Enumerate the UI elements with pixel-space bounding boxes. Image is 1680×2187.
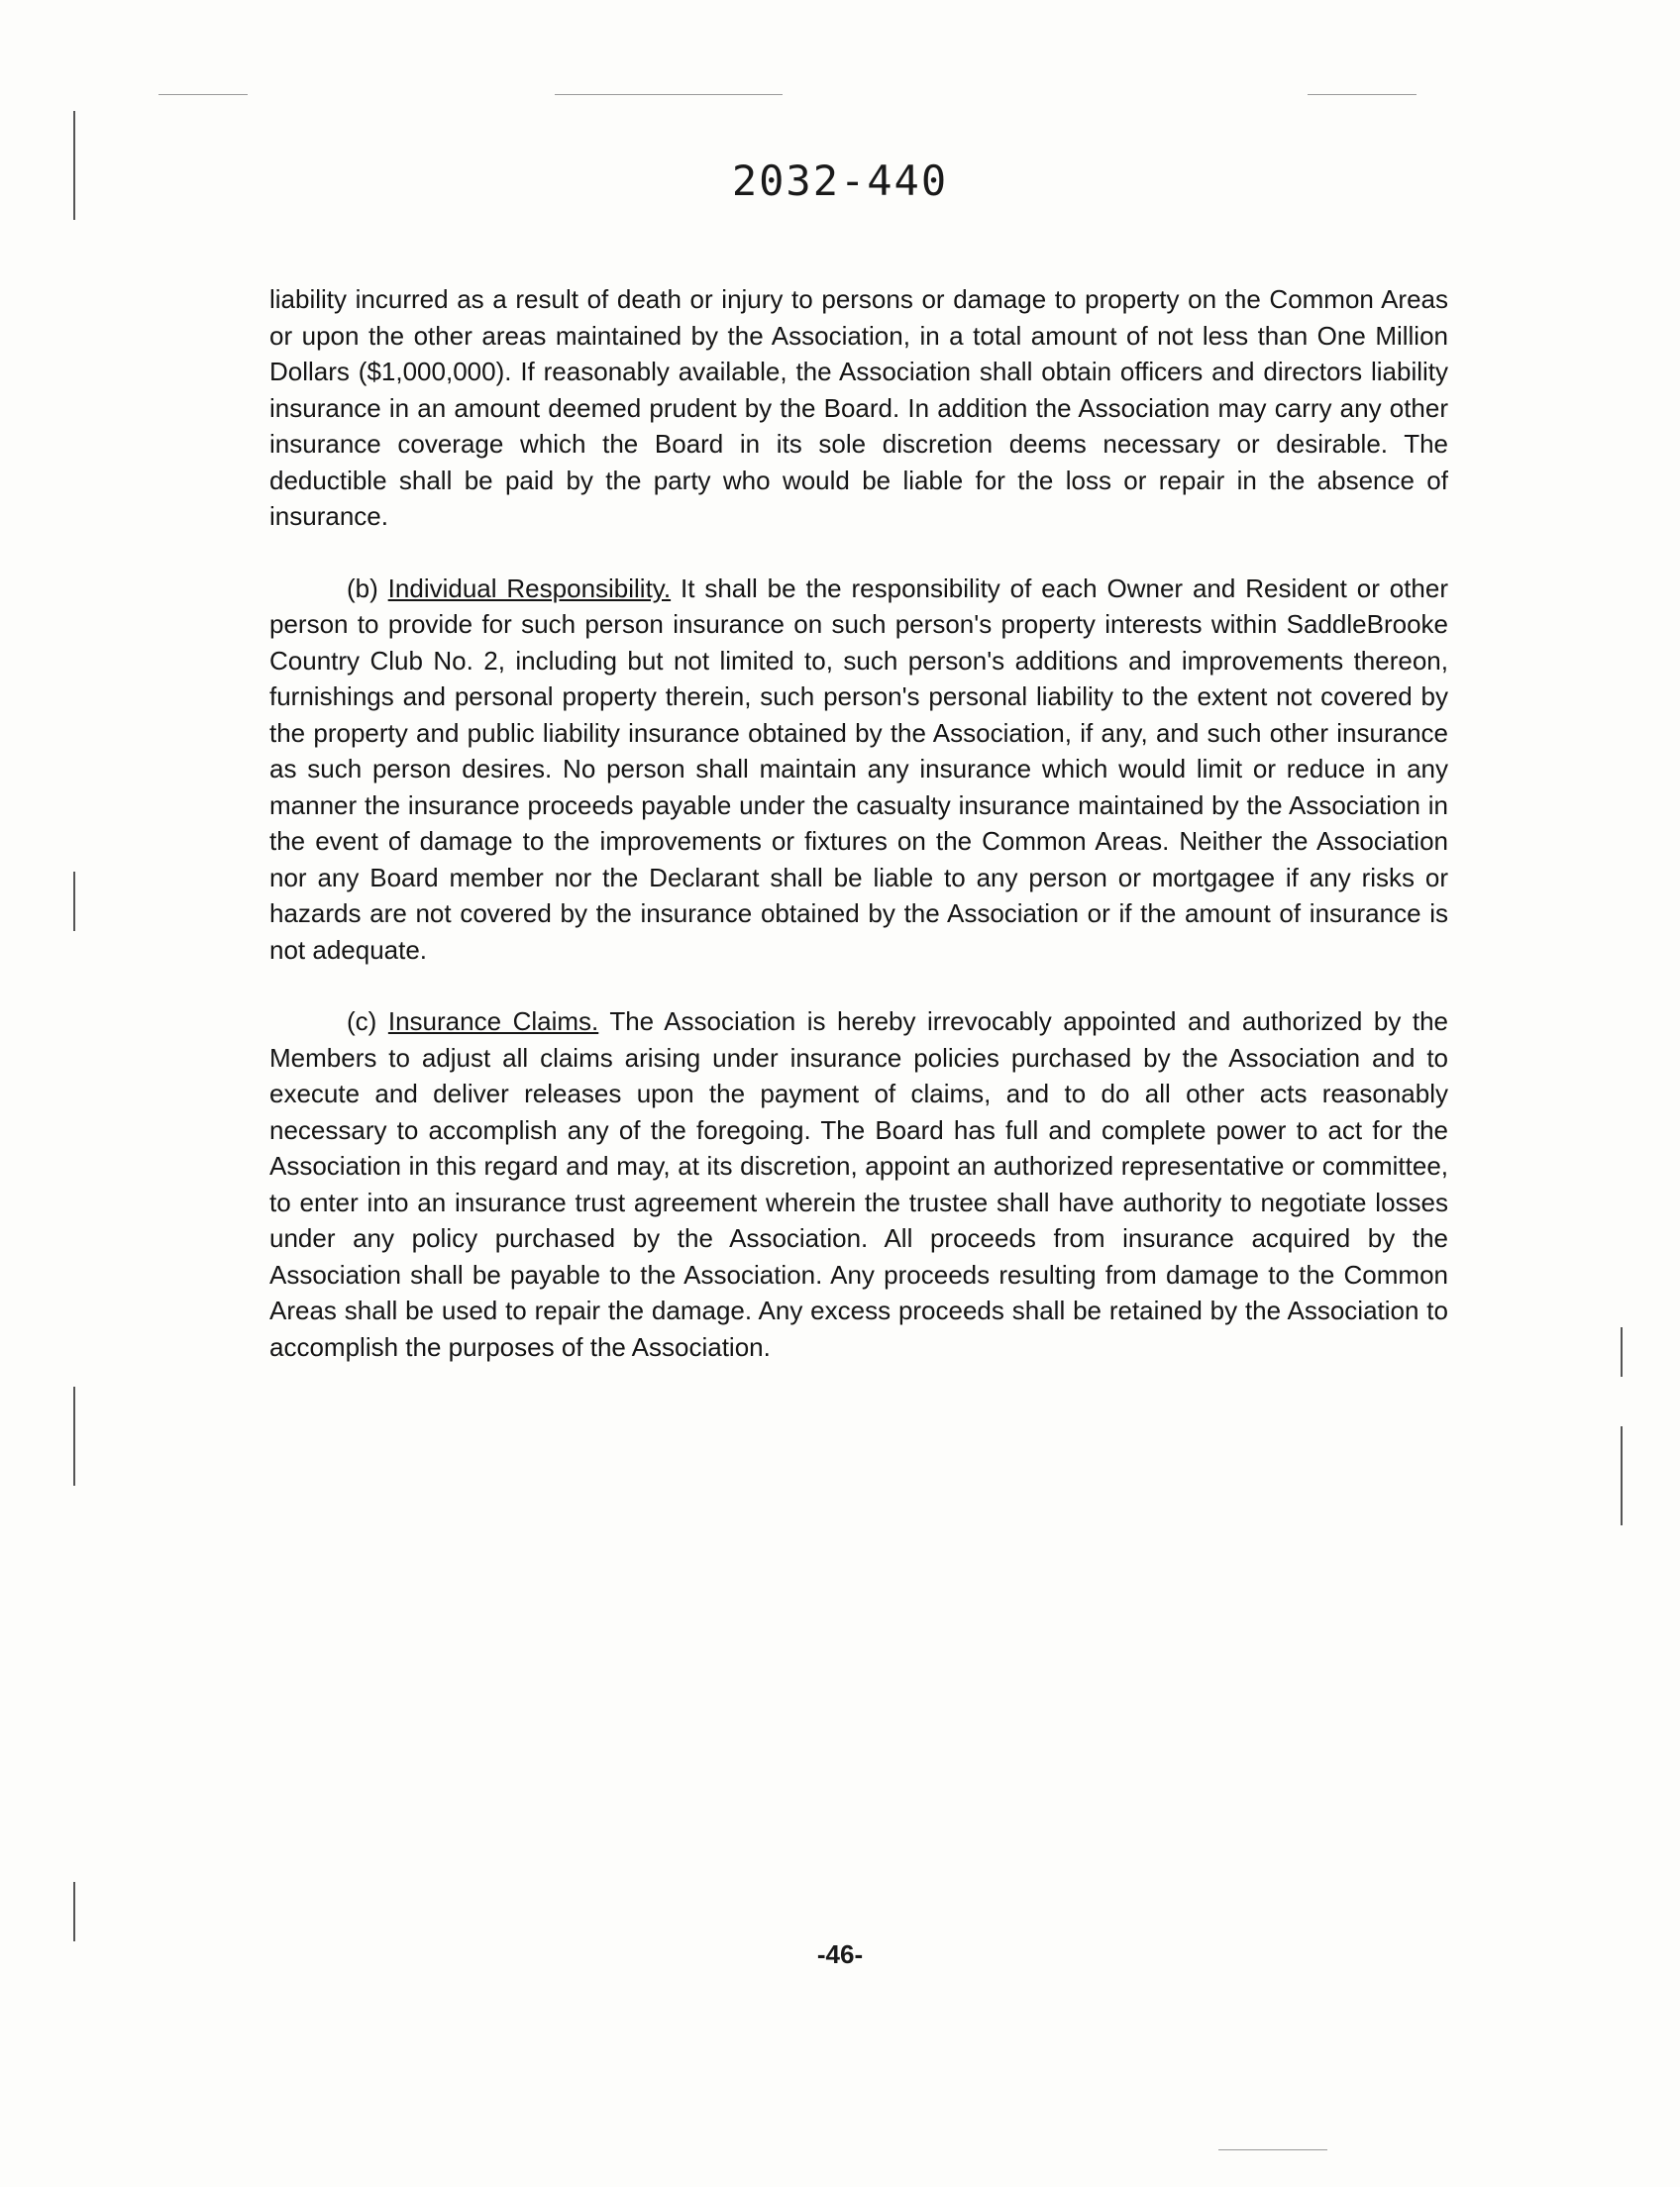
paragraph-label: (c) bbox=[347, 1006, 377, 1036]
scan-artifact bbox=[1308, 94, 1417, 95]
paragraph-heading: Insurance Claims. bbox=[387, 1006, 599, 1036]
scan-artifact bbox=[1621, 1327, 1623, 1377]
scan-artifact bbox=[73, 1882, 75, 1941]
scan-artifact bbox=[555, 94, 783, 95]
document-body bbox=[269, 281, 1448, 1401]
paragraph-liability: liability incurred as a result of death or injury to persons or damage to property on the Common Areas or upon the other areas maintained by the Association, in a total amount of not less than One Million Dollars ($1,000,000). If reasonably available, the Association shall obtain officers and directors liability insurance in an amount deemed prudent by the Board. In addition the Association may carry any other insurance coverage which the Board in its sole discretion deems necessary or desirable. The deductible shall be paid by the party who would be liable for the loss or repair in the absence of insurance. bbox=[269, 284, 1448, 531]
page-number: -46- bbox=[816, 1939, 864, 1969]
paragraph-heading: Individual Responsibility. bbox=[387, 573, 672, 603]
paragraph-individual-responsibility bbox=[269, 571, 1448, 969]
paragraph-text: It shall be the responsibility of each Owner and Resident or other person to provide for such person insurance on such person's property interests within SaddleBrooke Country Club No. 2, including but not limited to, such person's additions and improvements thereon, furnishings and personal property therein, such person's personal liability to the extent not covered by the property and public liability insurance obtained by the Association, if any, and such other insurance as such person desires. No person shall maintain any insurance which would limit or reduce in any manner the insurance proceeds payable under the casualty insurance maintained by the Association in the event of damage to the improvements or fixtures on the Common Areas. Neither the Association nor any Board member nor the Declarant shall be liable to any person or mortgagee if any risks or hazards are not covered by the insurance obtained by the Association or if the amount of insurance is not adequate. bbox=[269, 573, 1448, 965]
scan-artifact bbox=[1621, 1426, 1623, 1525]
scan-artifact bbox=[1218, 2149, 1327, 2150]
document-number: 2032-440 bbox=[731, 156, 949, 205]
paragraph-text: The Association is hereby irrevocably appointed and authorized by the Members to adjust all claims arising under insurance policies purchased by the Association and to execute and deliver releases upon the payment of claims, and to do all other acts reasonably necessary to accomplish any of the foregoing. The Board has full and complete power to act for the Association in this regard and may, at its discretion, appoint an authorized representative or committee, to enter into an insurance trust agreement wherein the trustee shall have authority to negotiate losses under any policy purchased by the Association. All proceeds from insurance acquired by the Association shall be payable to the Association. Any proceeds resulting from damage to the Common Areas shall be used to repair the damage. Any excess proceeds shall be retained by the Association to accomplish the purposes of the Association. bbox=[269, 1006, 1448, 1362]
paragraph-label: (b) bbox=[347, 573, 378, 603]
paragraph-insurance-claims bbox=[269, 1003, 1448, 1365]
scan-artifact bbox=[73, 1387, 75, 1486]
scan-artifact bbox=[73, 872, 75, 931]
scan-artifact bbox=[158, 94, 248, 95]
